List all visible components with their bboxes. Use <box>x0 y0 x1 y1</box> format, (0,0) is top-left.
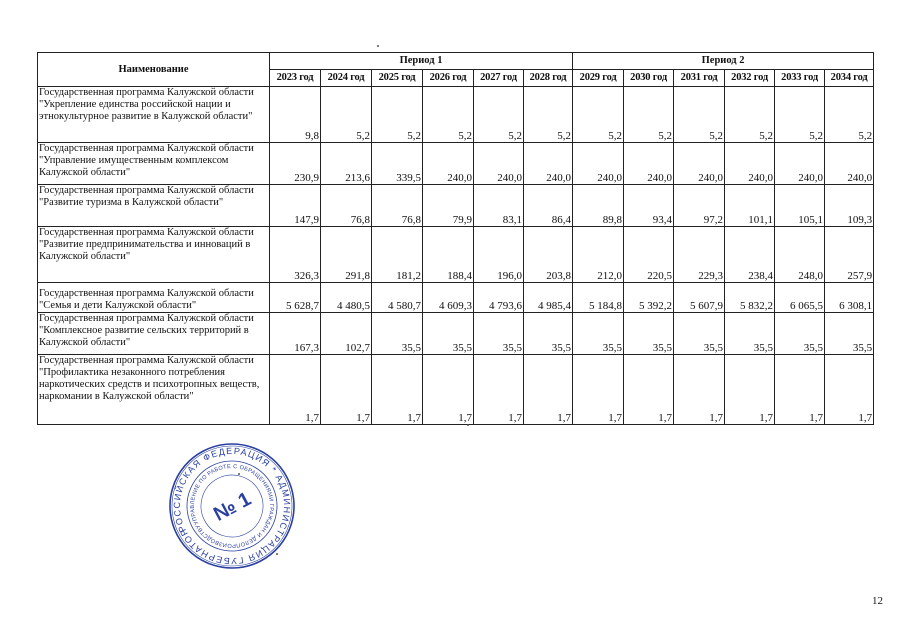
value-cell: 9,8 <box>270 87 321 143</box>
value-cell: 102,7 <box>321 313 372 355</box>
column-header-period-2: Период 2 <box>573 53 874 70</box>
year-header: 2027 год <box>474 70 524 87</box>
value-cell: 240,0 <box>524 143 573 185</box>
year-header: 2025 год <box>372 70 423 87</box>
value-cell: 35,5 <box>524 313 573 355</box>
value-cell: 229,3 <box>674 227 725 283</box>
year-header: 2033 год <box>775 70 825 87</box>
value-cell: 6 308,1 <box>825 283 874 313</box>
value-cell: 1,7 <box>624 355 674 425</box>
budget-table <box>37 52 874 425</box>
seal-graphic <box>145 419 318 592</box>
year-header: 2024 год <box>321 70 372 87</box>
value-cell: 6 065,5 <box>775 283 825 313</box>
value-cell: 203,8 <box>524 227 573 283</box>
scan-speck <box>467 424 469 426</box>
value-cell: 240,0 <box>775 143 825 185</box>
value-cell: 1,7 <box>524 355 573 425</box>
value-cell: 5,2 <box>524 87 573 143</box>
table-row <box>38 143 874 185</box>
value-cell: 5 392,2 <box>624 283 674 313</box>
value-cell: 181,2 <box>372 227 423 283</box>
seal-inner-text: УПРАВЛЕНИЕ ПО РАБОТЕ С ОБРАЩЕНИЯМИ ГРАЖДАН И ДЕЛОПРОИЗВОДСТВУ <box>189 463 275 549</box>
year-header: 2023 год <box>270 70 321 87</box>
value-cell: 240,0 <box>674 143 725 185</box>
value-cell: 196,0 <box>474 227 524 283</box>
value-cell: 147,9 <box>270 185 321 227</box>
value-cell: 101,1 <box>725 185 775 227</box>
value-cell: 5 832,2 <box>725 283 775 313</box>
value-cell: 1,7 <box>825 355 874 425</box>
value-cell: 35,5 <box>372 313 423 355</box>
value-cell: 5,2 <box>474 87 524 143</box>
value-cell: 89,8 <box>573 185 624 227</box>
value-cell: 1,7 <box>372 355 423 425</box>
value-cell: 339,5 <box>372 143 423 185</box>
value-cell: 35,5 <box>423 313 474 355</box>
value-cell: 1,7 <box>321 355 372 425</box>
table-row <box>38 227 874 283</box>
value-cell: 326,3 <box>270 227 321 283</box>
value-cell: 5,2 <box>825 87 874 143</box>
program-name-cell: Государственная программа Калужской области "Укрепление единства российской нации и этнокультурное развитие в Калужской области" <box>38 87 270 143</box>
seal-outer-text: РОССИЙСКАЯ ФЕДЕРАЦИЯ * АДМИНИСТРАЦИЯ ГУБЕРНАТОРА КАЛУЖСКОЙ ОБЛАСТИ * <box>145 445 293 567</box>
table-row <box>38 185 874 227</box>
value-cell: 4 580,7 <box>372 283 423 313</box>
value-cell: 5 628,7 <box>270 283 321 313</box>
value-cell: 93,4 <box>624 185 674 227</box>
value-cell: 240,0 <box>825 143 874 185</box>
value-cell: 1,7 <box>573 355 624 425</box>
value-cell: 1,7 <box>423 355 474 425</box>
value-cell: 5,2 <box>674 87 725 143</box>
scan-speck <box>377 45 379 47</box>
value-cell: 213,6 <box>321 143 372 185</box>
value-cell: 35,5 <box>674 313 725 355</box>
seal-center-text: № 1 <box>210 488 255 526</box>
year-header: 2031 год <box>674 70 725 87</box>
column-header-name: Наименование <box>38 53 270 87</box>
value-cell: 238,4 <box>725 227 775 283</box>
value-cell: 1,7 <box>725 355 775 425</box>
value-cell: 248,0 <box>775 227 825 283</box>
value-cell: 76,8 <box>321 185 372 227</box>
program-name-cell: Государственная программа Калужской области "Профилактика незаконного потребления наркотических средств и психотропных веществ, наркомании в Калужской области" <box>38 355 270 425</box>
value-cell: 240,0 <box>573 143 624 185</box>
year-header: 2029 год <box>573 70 624 87</box>
table-row <box>38 355 874 425</box>
value-cell: 1,7 <box>674 355 725 425</box>
value-cell: 291,8 <box>321 227 372 283</box>
year-header: 2028 год <box>524 70 573 87</box>
table-row <box>38 313 874 355</box>
value-cell: 5,2 <box>775 87 825 143</box>
official-seal <box>145 419 318 592</box>
value-cell: 79,9 <box>423 185 474 227</box>
value-cell: 188,4 <box>423 227 474 283</box>
value-cell: 1,7 <box>474 355 524 425</box>
value-cell: 35,5 <box>624 313 674 355</box>
program-name-cell: Государственная программа Калужской области "Управление имущественным комплексом Калужской области" <box>38 143 270 185</box>
value-cell: 220,5 <box>624 227 674 283</box>
value-cell: 35,5 <box>825 313 874 355</box>
year-header: 2030 год <box>624 70 674 87</box>
table-row <box>38 283 874 313</box>
scan-speck <box>238 473 240 475</box>
value-cell: 230,9 <box>270 143 321 185</box>
header-row-periods <box>38 53 874 70</box>
value-cell: 1,7 <box>775 355 825 425</box>
value-cell: 86,4 <box>524 185 573 227</box>
program-name-cell: Государственная программа Калужской области "Семья и дети Калужской области" <box>38 283 270 313</box>
value-cell: 5 607,9 <box>674 283 725 313</box>
year-header: 2034 год <box>825 70 874 87</box>
value-cell: 4 793,6 <box>474 283 524 313</box>
value-cell: 5,2 <box>321 87 372 143</box>
year-header: 2032 год <box>725 70 775 87</box>
value-cell: 212,0 <box>573 227 624 283</box>
value-cell: 4 985,4 <box>524 283 573 313</box>
value-cell: 240,0 <box>474 143 524 185</box>
value-cell: 83,1 <box>474 185 524 227</box>
value-cell: 35,5 <box>474 313 524 355</box>
page-number: 12 <box>872 595 883 607</box>
value-cell: 5,2 <box>624 87 674 143</box>
value-cell: 97,2 <box>674 185 725 227</box>
program-name-cell: Государственная программа Калужской области "Комплексное развитие сельских территорий в Калужской области" <box>38 313 270 355</box>
value-cell: 1,7 <box>270 355 321 425</box>
table-row <box>38 87 874 143</box>
value-cell: 257,9 <box>825 227 874 283</box>
column-header-period-1: Период 1 <box>270 53 573 70</box>
scan-speck <box>276 553 278 555</box>
value-cell: 167,3 <box>270 313 321 355</box>
value-cell: 105,1 <box>775 185 825 227</box>
value-cell: 5,2 <box>725 87 775 143</box>
value-cell: 5 184,8 <box>573 283 624 313</box>
value-cell: 4 609,3 <box>423 283 474 313</box>
program-name-cell: Государственная программа Калужской области "Развитие предпринимательства и инноваций в Калужской области" <box>38 227 270 283</box>
value-cell: 35,5 <box>573 313 624 355</box>
value-cell: 109,3 <box>825 185 874 227</box>
value-cell: 240,0 <box>423 143 474 185</box>
value-cell: 76,8 <box>372 185 423 227</box>
value-cell: 5,2 <box>423 87 474 143</box>
value-cell: 240,0 <box>725 143 775 185</box>
value-cell: 5,2 <box>372 87 423 143</box>
value-cell: 240,0 <box>624 143 674 185</box>
value-cell: 4 480,5 <box>321 283 372 313</box>
value-cell: 5,2 <box>573 87 624 143</box>
value-cell: 35,5 <box>725 313 775 355</box>
program-name-cell: Государственная программа Калужской области "Развитие туризма в Калужской области" <box>38 185 270 227</box>
year-header: 2026 год <box>423 70 474 87</box>
value-cell: 35,5 <box>775 313 825 355</box>
